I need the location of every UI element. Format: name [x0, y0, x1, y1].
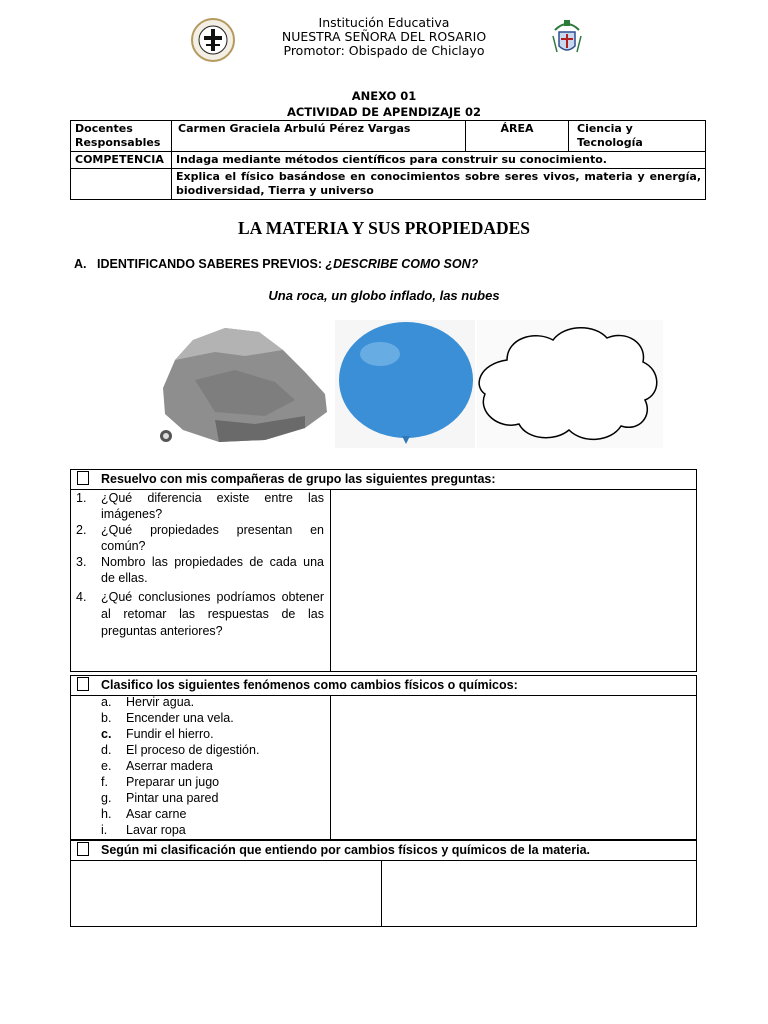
page-title: LA MATERIA Y SUS PROPIEDADES	[237, 218, 531, 238]
competencia-label: COMPETENCIA	[71, 152, 172, 169]
competencia-description: Explica el físico basándose en conocimientos sobre seres vivos, materia y energía, biodiversidad, Tierra y universo	[172, 169, 706, 200]
answer-area[interactable]	[331, 490, 697, 672]
list-item: e. Aserrar madera	[101, 759, 213, 773]
chemical-changes-answer[interactable]	[382, 861, 697, 927]
classification-heading	[71, 676, 697, 696]
classification-heading-text: Clasifico los siguientes fenómenos como cambios físicos o químicos:	[101, 678, 518, 692]
institution-name: NUESTRA SEÑORA DEL ROSARIO	[281, 29, 487, 44]
institution-promoter: Promotor: Obispado de Chiclayo	[283, 43, 485, 58]
physical-changes-answer[interactable]	[71, 861, 382, 927]
checkbox-icon	[77, 842, 89, 856]
conclusion-heading	[71, 841, 697, 861]
questions-table	[70, 469, 697, 672]
area-value: Ciencia y Tecnología	[569, 121, 706, 152]
rock-image	[155, 320, 333, 448]
questions-list	[71, 490, 324, 640]
materials-images	[155, 320, 663, 448]
checkbox-icon	[77, 677, 89, 691]
docentes-value: Carmen Graciela Arbulú Pérez Vargas	[172, 121, 466, 152]
images-caption: Una roca, un globo inflado, las nubes	[268, 288, 500, 303]
section-label: IDENTIFICANDO SABERES PREVIOS:	[97, 257, 326, 271]
list-item: g. Pintar una pared	[101, 791, 219, 805]
conclusion-heading-text: Según mi clasificación que entiendo por cambios físicos y químicos de la materia.	[101, 843, 591, 857]
section-question: ¿DESCRIBE COMO SON?	[325, 257, 479, 271]
list-item: a. Hervir agua.	[101, 695, 195, 709]
institution-header	[0, 16, 768, 58]
questions-heading	[71, 470, 697, 490]
list-item: 2. ¿Qué propiedades presentan en común?	[76, 523, 324, 553]
annex-title: ANEXO 01	[351, 89, 417, 103]
activity-title: ACTIVIDAD DE APENDIZAJE 02	[286, 105, 482, 119]
competencia-value: Indaga mediante métodos científicos para construir su conocimiento.	[172, 152, 706, 169]
checkbox-icon	[77, 471, 89, 485]
cloud-outline	[477, 320, 663, 448]
list-item: i. Lavar ropa	[101, 823, 186, 837]
phenomena-list-cell	[71, 696, 331, 840]
questions-heading-text: Resuelvo con mis compañeras de grupo las siguientes preguntas:	[101, 472, 496, 486]
docentes-label: Docentes Responsables	[71, 121, 172, 152]
list-item: c. Fundir el hierro.	[101, 727, 214, 741]
classification-answer-area[interactable]	[331, 696, 697, 840]
phenomena-list	[71, 694, 324, 838]
list-item: 4. ¿Qué conclusiones podríamos obtener al retomar las respuestas de las preguntas anteriores?	[76, 590, 324, 638]
info-table	[70, 120, 706, 200]
institution-type: Institución Educativa	[318, 15, 450, 30]
list-item: f. Preparar un jugo	[101, 775, 220, 789]
list-item: 1. ¿Qué diferencia existe entre las imágenes?	[76, 491, 324, 521]
list-item: 3. Nombro las propiedades de cada una de ellas.	[76, 555, 324, 585]
list-item: b. Encender una vela.	[101, 711, 234, 725]
annex-heading	[0, 88, 768, 120]
conclusion-table	[70, 840, 697, 927]
section-a-heading	[74, 257, 478, 271]
balloon-image	[335, 320, 475, 448]
empty-cell	[71, 169, 172, 200]
list-item: d. El proceso de digestión.	[101, 743, 260, 757]
area-label: ÁREA	[466, 121, 569, 152]
questions-list-cell	[71, 490, 331, 672]
section-letter: A.	[74, 257, 87, 271]
classification-table	[70, 675, 697, 840]
list-item: h. Asar carne	[101, 807, 187, 821]
